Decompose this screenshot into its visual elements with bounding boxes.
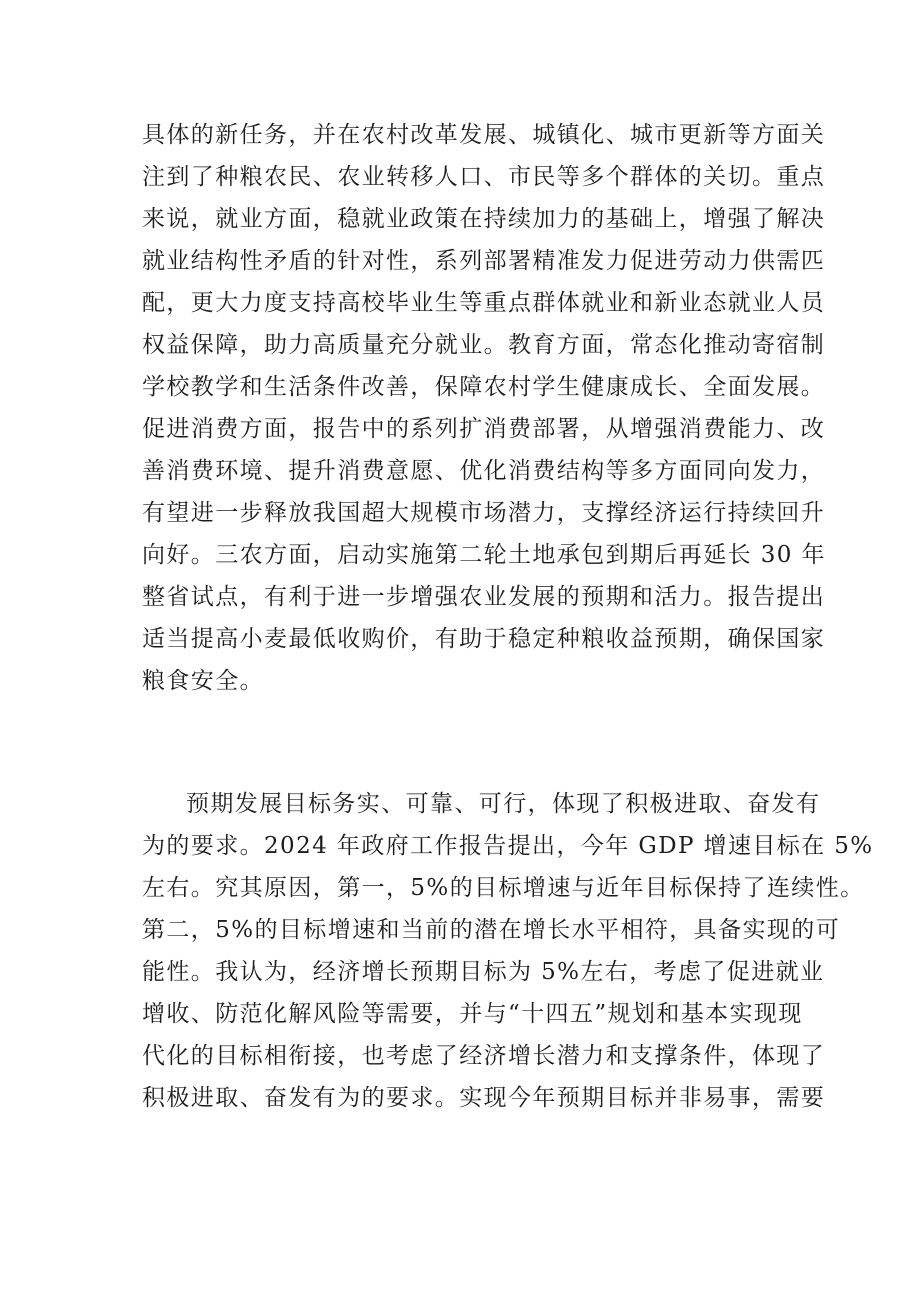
text-line: 具体的新任务，并在农村改革发展、城镇化、城市更新等方面关 <box>142 122 826 148</box>
text-line: 左右。究其原因，第一，5%的目标增速与近年目标保持了连续性。 <box>142 875 865 901</box>
text-line: 有望进一步释放我国超大规模市场潜力，支撑经济运行持续回升 <box>142 500 826 526</box>
text-line: 整省试点，有利于进一步增强农业发展的预期和活力。报告提出 <box>142 584 826 610</box>
text-line: 促进消费方面，报告中的系列扩消费部署，从增强消费能力、改 <box>142 416 826 442</box>
text-line: 善消费环境、提升消费意愿、优化消费结构等多方面同向发力， <box>142 458 826 484</box>
text-line: 代化的目标相衔接，也考虑了经济增长潜力和支撑条件，体现了 <box>142 1043 826 1069</box>
text-line-first-indent: 预期发展目标务实、可靠、可行，体现了积极进取、奋发有 <box>186 791 821 817</box>
text-line: 来说，就业方面，稳就业政策在持续加力的基础上，增强了解决 <box>142 206 826 232</box>
text-line: 学校教学和生活条件改善，保障农村学生健康成长、全面发展。 <box>142 374 826 400</box>
text-line: 配，更大力度支持高校毕业生等重点群体就业和新业态就业人员 <box>142 290 826 316</box>
text-line: 适当提高小麦最低收购价，有助于稳定种粮收益预期，确保国家 <box>142 626 826 652</box>
text-line: 积极进取、奋发有为的要求。实现今年预期目标并非易事，需要 <box>142 1085 826 1111</box>
text-line: 能性。我认为，经济增长预期目标为 5%左右，考虑了促进就业 <box>142 959 825 985</box>
text-line: 粮食安全。 <box>142 668 264 694</box>
text-line: 第二，5%的目标增速和当前的潜在增长水平相符，具备实现的可 <box>142 917 841 943</box>
paragraph-1 <box>142 114 826 702</box>
text-line: 权益保障，助力高质量充分就业。教育方面，常态化推动寄宿制 <box>142 332 826 358</box>
text-line: 增收、防范化解风险等需要，并与“十四五”规划和基本实现现 <box>142 1001 803 1027</box>
text-line: 向好。三农方面，启动实施第二轮土地承包到期后再延长 30 年 <box>142 542 826 568</box>
text-line: 就业结构性矛盾的针对性，系列部署精准发力促进劳动力供需匹 <box>142 248 826 274</box>
text-line: 注到了种粮农民、农业转移人口、市民等多个群体的关切。重点 <box>142 164 826 190</box>
paragraph-2 <box>142 783 874 1119</box>
text-line: 为的要求。2024 年政府工作报告提出，今年 GDP 增速目标在 5% <box>142 833 874 859</box>
